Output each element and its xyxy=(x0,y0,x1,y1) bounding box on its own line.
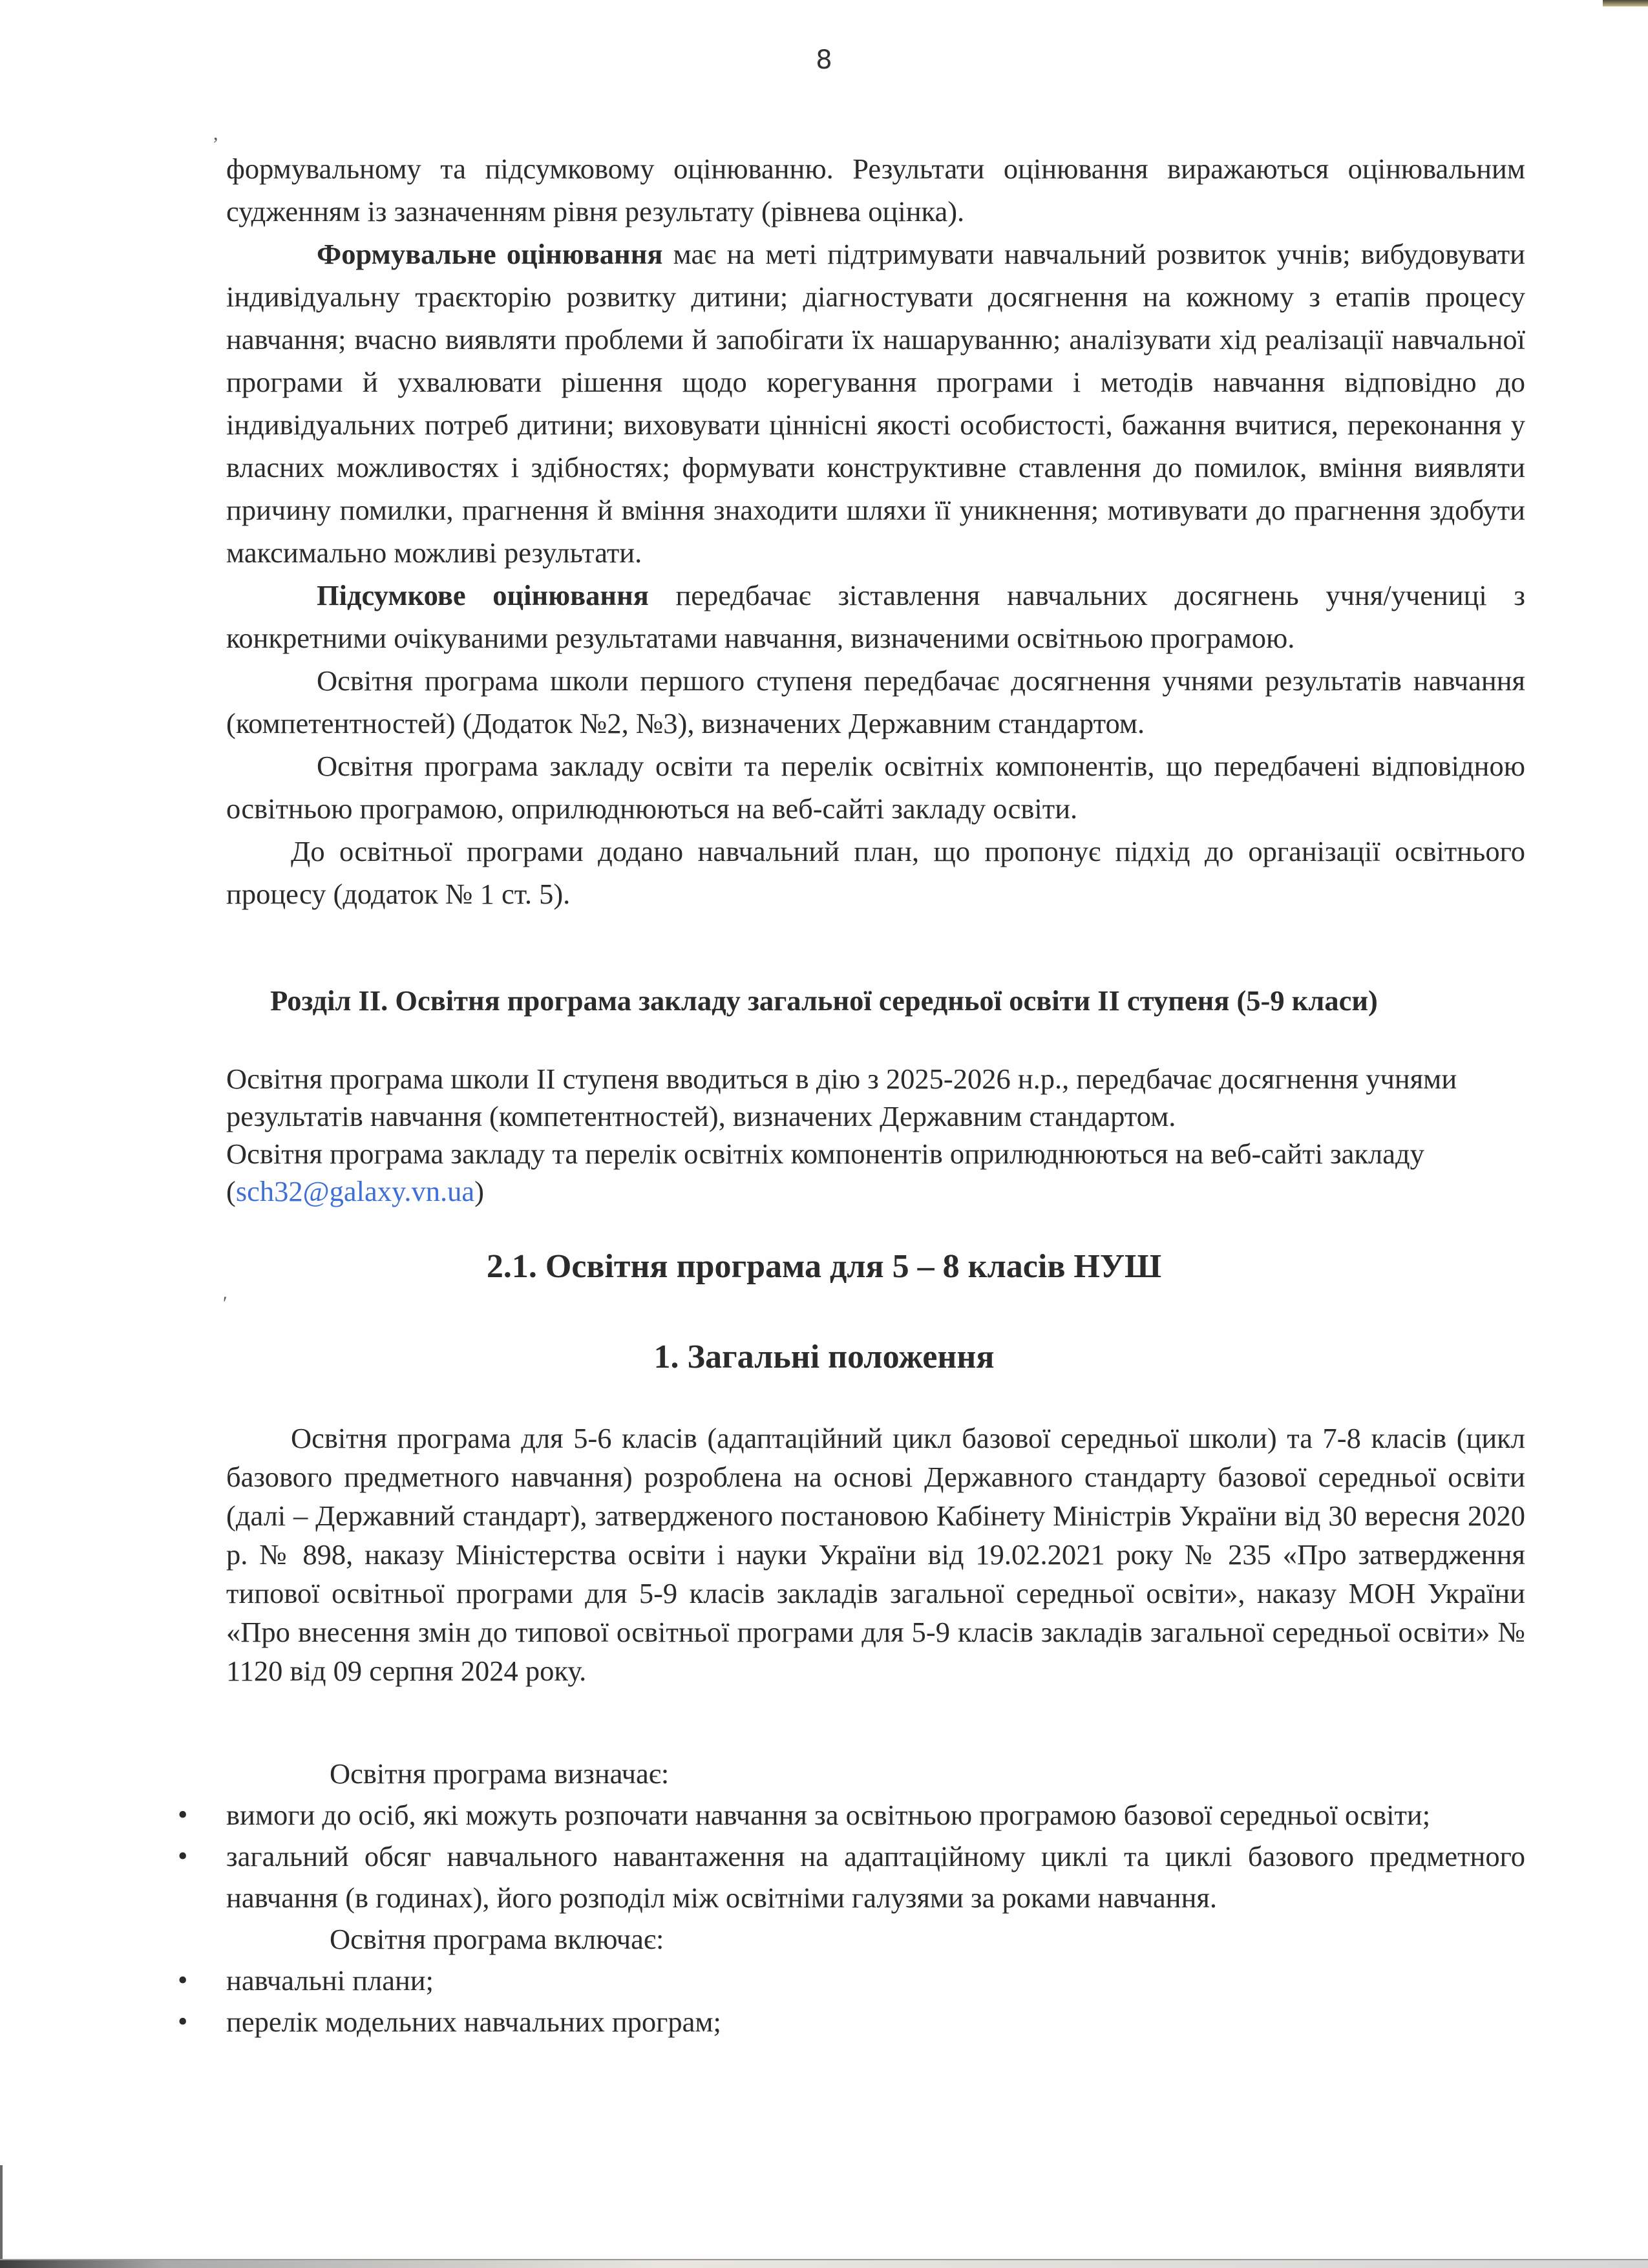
paragraph-assessment-results: формувальному та підсумковому оцінюванню. Результати оцінювання виражаються оцінювальним судженням із зазначенням рівня результату (рівнева оцінка). xyxy=(226,153,1525,228)
scan-speck: , xyxy=(213,123,218,144)
term-summative-assessment: Підсумкове оцінювання xyxy=(317,579,649,611)
subsection-heading-2-1: 2.1. Освітня програма для 5 – 8 класів НУШ xyxy=(486,1248,1162,1285)
paragraph-summative-assessment xyxy=(226,574,1525,659)
list-item xyxy=(178,1960,1525,2001)
paragraph-text: передбачає зіставлення навчальних досягнень учня/учениці з конкретними очікуваними результатами навчання, визначеними освітньою програмою. xyxy=(226,579,1526,654)
paragraph-formative-assessment xyxy=(226,233,1525,574)
bullet-icon: • xyxy=(178,1840,188,1872)
program-defines-label: Освітня програма визначає: xyxy=(330,1757,670,1790)
list-item xyxy=(178,1836,1525,1918)
bullet-icon: • xyxy=(178,1964,188,1996)
paragraph-publication-website xyxy=(226,1135,1525,1210)
scan-bottom-edge xyxy=(0,2259,1648,2268)
general-provisions-body xyxy=(226,1419,1525,1690)
paragraph-first-stage-program: Освітня програма школи першого ступеня передбачає досягнення учнями результатів навчання (компетентностей) (Додаток №2, №3), визначених Державним стандартом. xyxy=(226,664,1525,739)
list-item xyxy=(178,2001,1525,2042)
paragraph-program-publication: Освітня програма закладу освіти та перелік освітніх компонентів, що передбачені відповідною освітньою програмою, оприлюднюються на веб-сайті закладу освіти. xyxy=(226,750,1525,825)
school-email-link[interactable]: sch32@galaxy.vn.ua xyxy=(235,1175,475,1207)
section1-body xyxy=(226,147,1525,915)
list-item-text: навчальні плани; xyxy=(226,1964,434,1997)
bullet-icon: • xyxy=(178,2006,188,2037)
scan-speck: ʹ xyxy=(223,1293,227,1314)
program-defines-list xyxy=(178,1794,1525,1918)
page-number: 8 xyxy=(816,45,832,75)
term-formative-assessment: Формувальне оцінювання xyxy=(317,238,663,270)
paragraph-text: Освітня програма закладу та перелік освітніх компонентів оприлюднюються на веб-сайті закладу ( xyxy=(226,1138,1424,1207)
scan-edge-artifact xyxy=(0,2165,3,2268)
bullet-icon: • xyxy=(178,1799,188,1830)
subsection-heading-general: 1. Загальні положення xyxy=(653,1339,995,1375)
list-item-text: загальний обсяг навчального навантаження на адаптаційному циклі та циклі базового предметного навчання (в годинах), його розподіл між освітніми галузями за роками навчання. xyxy=(226,1840,1525,1914)
section2-heading: Розділ ІІ. Освітня програма закладу загальної середньої освіти ІІ ступеня (5-9 класи) xyxy=(270,984,1378,1017)
program-defines-block xyxy=(178,1753,1525,2042)
section2-intro xyxy=(226,1060,1525,1210)
paragraph-text: ) xyxy=(474,1175,484,1207)
paragraph-text: має на меті підтримувати навчальний розвиток учнів; вибудовувати індивідуальну траєкторію розвитку дитини; діагностувати досягнення на кожному з етапів процесу навчання; вчасно виявляти проблеми й запобігати їх нашаруванню; аналізувати хід реалізації навчальної програми й ухвалювати рішення щодо корегування програми і методів навчання відповідно до індивідуальних потреб дитини; виховувати ціннісні якості особистості, бажання вчитися, переконання у власних можливостях і здібностях; формувати конструктивне ставлення до помилок, вміння виявляти причину помилки, прагнення й вміння знаходити шляхи її уникнення; мотивувати до прагнення здобути максимально можливі результати. xyxy=(226,238,1525,569)
list-item xyxy=(178,1794,1525,1836)
paragraph-curriculum-attachment: До освітньої програми додано навчальний план, що пропонує підхід до організації освітнього процесу (додаток № 1 ст. 5). xyxy=(226,835,1525,910)
list-item-text: вимоги до осіб, які можуть розпочати навчання за освітньою програмою базової середньої освіти; xyxy=(226,1799,1431,1831)
scan-edge-artifact xyxy=(1603,0,1648,6)
paragraph-general-provisions: Освітня програма для 5-6 класів (адаптаційний цикл базової середньої школи) та 7-8 класів (цикл базового предметного навчання) розроблена на основі Державного стандарту базової середньої освіти (далі – Державний стандарт), затвердженого постановою Кабінету Міністрів України від 30 вересня 2020 р. № 898, наказу Міністерства освіти і науки України від 19.02.2021 року № 235 «Про затвердження типової освітньої програми для 5-9 класів закладів загальної середньої освіти», наказу МОН України «Про внесення змін до типової освітньої програми для 5-9 класів закладів загальної середньої освіти» № 1120 від 09 серпня 2024 року. xyxy=(226,1422,1525,1687)
program-includes-list xyxy=(178,1960,1525,2042)
paragraph-second-stage-intro: Освітня програма школи ІІ ступеня вводиться в дію з 2025-2026 н.р., передбачає досягнення учнями результатів навчання (компетентностей), визначених Державним стандартом. xyxy=(226,1063,1457,1132)
program-includes-label: Освітня програма включає: xyxy=(330,1923,664,1955)
list-item-text: перелік модельних навчальних програм; xyxy=(226,2006,721,2038)
